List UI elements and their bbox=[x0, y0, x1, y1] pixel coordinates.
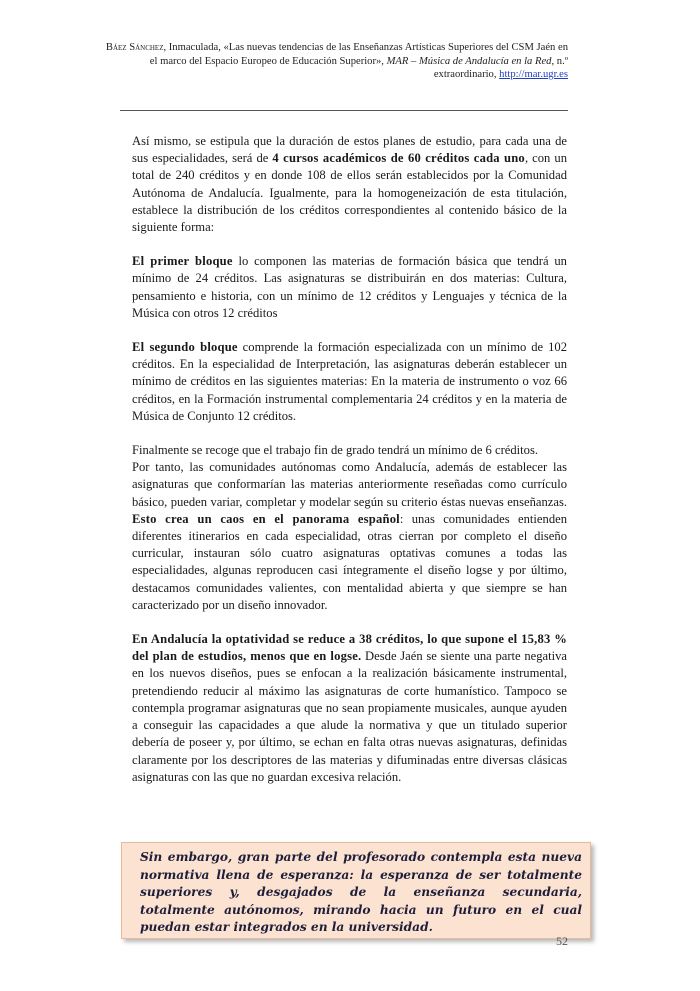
bold-optatividad: En Andalucía la optatividad se reduce a 38 créditos, lo que supone el 15,83 % del plan de estudios, menos que en logse. bbox=[132, 632, 567, 664]
paragraph-comunidades: Por tanto, las comunidades autónomas como Andalucía, además de establecer las asignaturas que conformarían las materias anteriormente reseñadas como currículo básico, pueden variar, completar y modelar según su criterio éstas nuevas enseñanzas. Esto crea un caos en el panorama español: unas comunidades entienden diferentes itinerarios en cada especialidad, otras cierran por completo el diseño curricular, instauran sólo cuatro asignaturas optativas comunes a todas las especialidades, algunas reproducen casi íntegramente el diseño logse y por último, destacamos comunidades valientes, con mentalidad abierta y que siempre se han caracterizado por un diseño innovador. bbox=[132, 460, 567, 612]
paragraph-andalucia: En Andalucía la optatividad se reduce a 38 créditos, lo que supone el 15,83 % del plan de estudios, menos que en logse. Desde Jaén se siente una parte negativa en los nuevos diseños, pues se enfocan a la realización básicamente instrumental, pretendiendo reducir al máximo las asignaturas de corte humanístico. Tampoco se contempla programar asignaturas que no sean propiamente musicales, aunque ayuden a conseguir las capacidades a que alude la normativa y que un titulado superior debería de poseer y, por último, se echan en falta otras nuevas asignaturas, definidas claramente por los descriptores de las materias y difuminadas entre diversas clásicas asignaturas con las que no guardan excesiva relación. bbox=[132, 632, 567, 784]
page-number: 52 bbox=[556, 934, 568, 948]
header-author: Báez Sánchez bbox=[105, 42, 164, 53]
header-issue: , n.º extraordinario, bbox=[433, 55, 568, 81]
bold-segundo-bloque: El segundo bloque bbox=[132, 340, 238, 355]
running-header bbox=[100, 41, 568, 82]
callout-text: Sin embargo, gran parte del profesorado contempla esta nueva normativa llena de esperanza: la esperanza de ser totalmente superiores y, desgajados de la enseñanza secundaria, totalmente autónomos, mirando hacia un futuro en el cual puedan estar integrados en la universidad. bbox=[140, 850, 582, 935]
bold-caos: Esto crea un caos en el panorama español bbox=[132, 511, 400, 526]
paragraph-duracion: Así mismo, se estipula que la duración de estos planes de estudio, para cada una de sus especialidades, será de 4 cursos académicos de 60 créditos cada uno, con un total de 240 créditos y en donde 108 de ellos serán establecidos por la Comunidad Autónoma de Andalucía. Igualmente, para la homogeneización de esta titulación, establece la distribución de los créditos correspondientes al contenido básico de la siguiente forma: bbox=[132, 134, 567, 235]
bold-primer-bloque: El primer bloque bbox=[132, 254, 233, 269]
highlight-callout-box bbox=[121, 842, 591, 939]
header-url-link[interactable]: http://mar.ugr.es bbox=[499, 69, 568, 81]
paragraph-primer-bloque: El primer bloque lo componen las materias de formación básica que tendrá un mínimo de 24 créditos. Las asignaturas se distribuirán en dos materias: Cultura, pensamiento e historia, con un mínimo de 12 créditos y Lenguajes y técnica de la Música con otros 12 créditos bbox=[132, 254, 567, 320]
paragraph-segundo-bloque: El segundo bloque comprende la formación especializada con un mínimo de 102 créditos. En la especialidad de Interpretación, las asignaturas deberán establecer un mínimo de créditos en las siguientes materias: En la materia de instrumento o voz 66 créditos, en la Formación instrumental complementaria 24 créditos y en la materia de Música de Conjunto 12 créditos. bbox=[132, 340, 567, 423]
paragraph-trabajo-fin-grado: Finalmente se recoge que el trabajo fin de grado tendrá un mínimo de 6 créditos. bbox=[132, 443, 539, 458]
article-body bbox=[132, 133, 567, 786]
header-journal: MAR – Música de Andalucía en la Red bbox=[386, 55, 552, 67]
bold-cursos: 4 cursos académicos de 60 créditos cada uno bbox=[272, 151, 525, 166]
header-citation: , Inmaculada, «Las nuevas tendencias de las Enseñanzas Artísticas Superiores del CSM Jaén en el marco del Espacio Europeo de Educación Superior», bbox=[149, 42, 568, 67]
header-divider bbox=[120, 110, 568, 111]
